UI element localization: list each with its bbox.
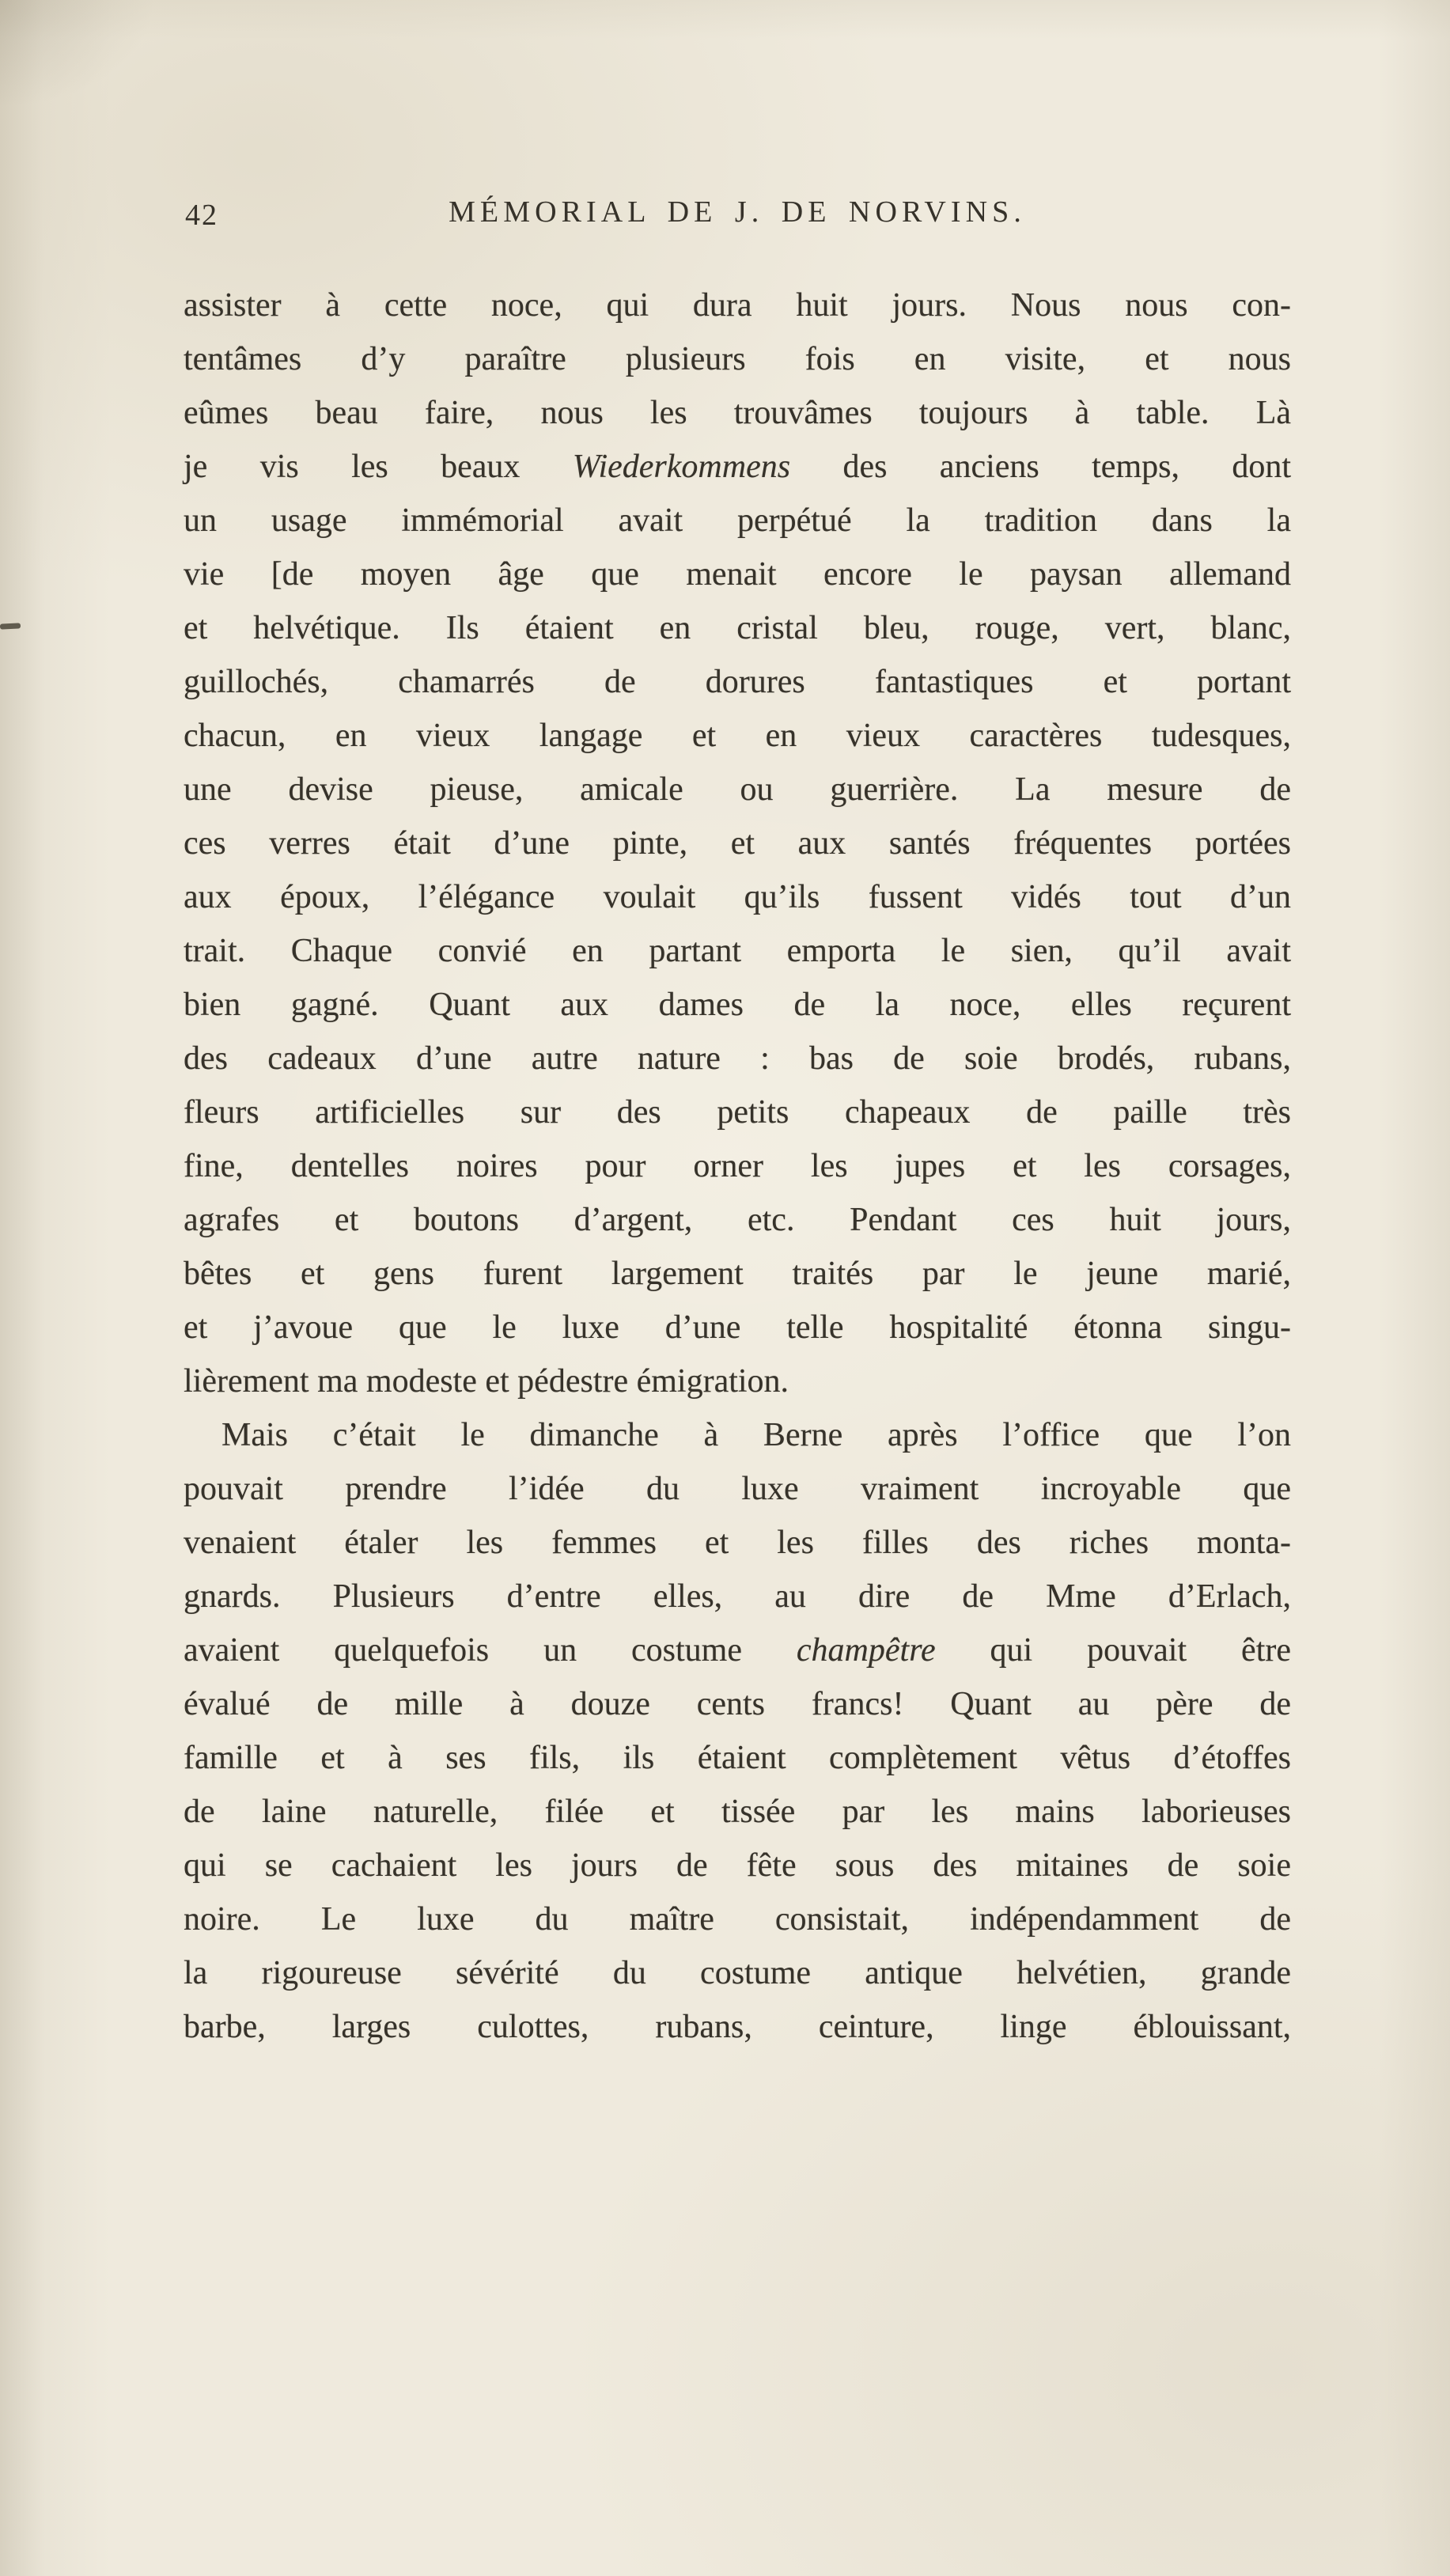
text-run: Mais c’était le dimanche à Berne après l’office que l’on — [221, 1417, 1291, 1453]
text-line — [184, 1462, 1291, 1516]
scan-mark-artifact — [0, 623, 21, 629]
running-title: MÉMORIAL DE J. DE NORVINS. — [449, 195, 1026, 229]
text-line — [184, 278, 1291, 332]
text-run: bien gagné. Quant aux dames de la noce, elles reçurent — [184, 987, 1291, 1023]
text-run: des cadeaux d’une autre nature : bas de soie brodés, rubans, — [184, 1040, 1291, 1077]
text-run: et j’avoue que le luxe d’une telle hospitalité étonna singu- — [184, 1309, 1291, 1346]
text-run: et helvétique. Ils étaient en cristal bleu, rouge, vert, blanc, — [184, 610, 1291, 646]
text-line — [184, 1623, 1291, 1677]
text-run: aux époux, l’élégance voulait qu’ils fussent vidés tout d’un — [184, 879, 1291, 915]
text-run: bêtes et gens furent largement traités par le jeune marié, — [184, 1256, 1291, 1292]
page-header — [184, 195, 1291, 236]
text-line — [184, 1247, 1291, 1301]
paragraph — [184, 278, 1291, 1408]
text-line — [184, 1085, 1291, 1139]
text-run: noire. Le luxe du maître consistait, indépendamment de — [184, 1901, 1291, 1938]
text-line — [184, 1731, 1291, 1785]
text-line — [184, 870, 1291, 924]
text-run: trait. Chaque convié en partant emporta le sien, qu’il avait — [184, 933, 1291, 969]
text-line — [184, 1408, 1291, 1462]
text-run: famille et à ses fils, ils étaient complètement vêtus d’étoffes — [184, 1740, 1291, 1776]
text-run: fleurs artificielles sur des petits chapeaux de paille très — [184, 1094, 1291, 1131]
text-line — [184, 924, 1291, 978]
text-run: qui pouvait être — [935, 1632, 1291, 1669]
body-text — [184, 278, 1291, 2054]
italic-text-run: champêtre — [796, 1632, 936, 1669]
text-line — [184, 1193, 1291, 1247]
page-number: 42 — [185, 199, 218, 232]
text-run: vie [de moyen âge que menait encore le paysan allemand — [184, 556, 1291, 593]
text-line — [184, 1946, 1291, 2000]
text-line — [184, 1354, 1291, 1408]
text-run: eûmes beau faire, nous les trouvâmes toujours à table. Là — [184, 395, 1291, 431]
text-line — [184, 655, 1291, 709]
text-run: assister à cette noce, qui dura huit jours. Nous nous con- — [184, 287, 1291, 324]
text-run: agrafes et boutons d’argent, etc. Pendant ces huit jours, — [184, 1202, 1291, 1238]
scan-edge-shadow — [0, 0, 253, 174]
text-run: guillochés, chamarrés de dorures fantastiques et portant — [184, 664, 1291, 700]
text-line — [184, 547, 1291, 601]
text-line — [184, 1785, 1291, 1839]
text-line — [184, 1516, 1291, 1570]
text-run: qui se cachaient les jours de fête sous des mitaines de soie — [184, 1847, 1291, 1884]
text-run: la rigoureuse sévérité du costume antique helvétien, grande — [184, 1955, 1291, 1991]
text-run: chacun, en vieux langage et en vieux caractères tudesques, — [184, 718, 1291, 754]
text-run: fine, dentelles noires pour orner les jupes et les corsages, — [184, 1148, 1291, 1184]
text-run: lièrement ma modeste et pédestre émigration. — [184, 1363, 789, 1400]
italic-text-run: Wiederkommens — [572, 449, 791, 485]
paragraph — [184, 1408, 1291, 2054]
text-line — [184, 1032, 1291, 1085]
text-run: des anciens temps, dont — [790, 449, 1292, 485]
text-line — [184, 709, 1291, 763]
text-line — [184, 763, 1291, 816]
text-line — [184, 1570, 1291, 1623]
text-line — [184, 978, 1291, 1032]
text-line — [184, 601, 1291, 655]
text-line — [184, 1839, 1291, 1892]
text-line — [184, 2000, 1291, 2054]
text-line — [184, 1139, 1291, 1193]
text-run: de laine naturelle, filée et tissée par les mains laborieuses — [184, 1794, 1291, 1830]
text-run: venaient étaler les femmes et les filles des riches monta- — [184, 1525, 1291, 1561]
text-run: ces verres était d’une pinte, et aux santés fréquentes portées — [184, 825, 1291, 862]
text-run: gnards. Plusieurs d’entre elles, au dire de Mme d’Erlach, — [184, 1578, 1291, 1615]
text-run: un usage immémorial avait perpétué la tradition dans la — [184, 502, 1291, 539]
text-line — [184, 332, 1291, 386]
text-run: une devise pieuse, amicale ou guerrière. La mesure de — [184, 771, 1291, 808]
text-run: avaient quelquefois un costume — [184, 1632, 797, 1669]
text-line — [184, 816, 1291, 870]
text-line — [184, 440, 1291, 494]
text-line — [184, 386, 1291, 440]
text-line — [184, 1677, 1291, 1731]
text-run: pouvait prendre l’idée du luxe vraiment incroyable que — [184, 1471, 1291, 1507]
text-line — [184, 1892, 1291, 1946]
text-run: tentâmes d’y paraître plusieurs fois en visite, et nous — [184, 341, 1291, 377]
text-run: évalué de mille à douze cents francs! Quant au père de — [184, 1686, 1291, 1722]
text-line — [184, 1301, 1291, 1354]
text-run: je vis les beaux — [184, 449, 573, 485]
text-run: barbe, larges culottes, rubans, ceinture, linge éblouissant, — [184, 2009, 1291, 2045]
text-line — [184, 494, 1291, 547]
